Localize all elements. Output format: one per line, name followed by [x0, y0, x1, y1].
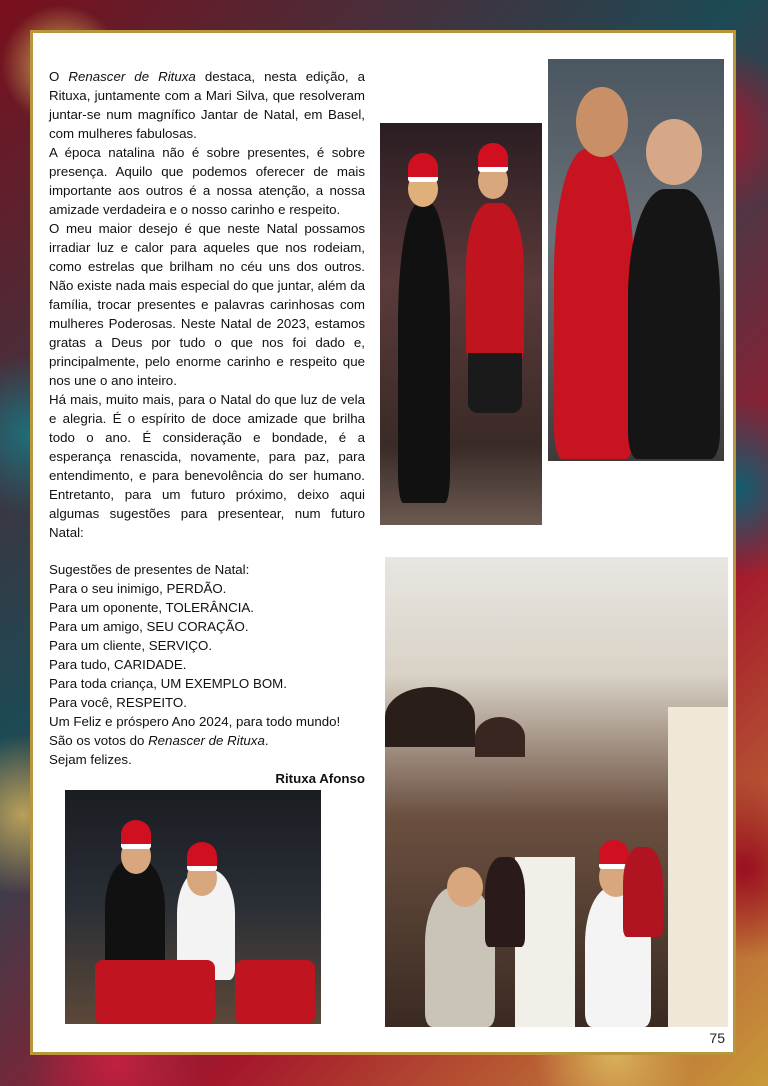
- page-number: 75: [709, 1030, 725, 1046]
- suggestion-item: Um Feliz e próspero Ano 2024, para todo mundo!: [49, 714, 341, 729]
- suggestion-item: Para toda criança, UM EXEMPLO BOM.: [49, 676, 287, 691]
- magazine-page: [30, 30, 736, 1055]
- signature: Rituxa Afonso: [275, 771, 365, 786]
- suggestion-item: Para você, RESPEITO.: [49, 695, 187, 710]
- paragraph-2: A época natalina não é sobre presentes, é sobre presença. Aquilo que podemos oferecer de mais importante aos outros é a nossa atenção, a nossa amizade verdadeira e o nosso carinho e respeito.: [49, 145, 365, 217]
- paragraph-intro: O Renascer de Rituxa destaca, nesta edição, a Rituxa, juntamente com a Mari Silva, que resolveram juntar-se num magnífico Jantar de Natal, em Basel, com mulheres fabulosas.: [49, 69, 366, 141]
- paragraph-3: O meu maior desejo é que neste Natal possamos irradiar luz e calor para aqueles que nos rodeiam, como estrelas que brilham no céu uns dos outros. Não existe nada mais especial do que juntar, além da família, trocar presentes e palavras carinhosas com mulheres Poderosas. Neste Natal de 2023, estamos gratas a Deus por tudo o que nos foi dado e, principalmente, pelo enorme carinho e respeito que nos une o ano inteiro.: [49, 221, 365, 388]
- closing-line: São os votos do Renascer de Rituxa.: [49, 733, 269, 748]
- farewell-line: Sejam felizes.: [49, 752, 132, 767]
- article-body: [49, 67, 365, 542]
- suggestions-title: Sugestões de presentes de Natal:: [49, 562, 250, 577]
- magazine-name: Renascer de Rituxa: [68, 69, 196, 84]
- suggestion-item: Para um amigo, SEU CORAÇÃO.: [49, 619, 249, 634]
- photo-women-at-table: [65, 790, 321, 1024]
- suggestion-item: Para o seu inimigo, PERDÃO.: [49, 581, 227, 596]
- suggestions-block: [49, 560, 365, 788]
- photo-two-women-closeup: [548, 59, 724, 461]
- suggestion-item: Para um oponente, TOLERÂNCIA.: [49, 600, 254, 615]
- suggestion-item: Para tudo, CARIDADE.: [49, 657, 187, 672]
- photo-two-women-santa-hats: [380, 123, 542, 525]
- paragraph-4: Há mais, muito mais, para o Natal do que luz de vela e alegria. É o espírito de doce amizade que brilha todo o ano. É consideração e bondade, é a esperança renascida, novamente, para paz, para entendimento, e para benevolência do ser humano. Entretanto, para um futuro próximo, deixo aqui algumas sugestões para presentear, num futuro Natal:: [49, 392, 365, 540]
- suggestion-item: Para um cliente, SERVIÇO.: [49, 638, 213, 653]
- photo-christmas-dinner-group: [385, 557, 728, 1027]
